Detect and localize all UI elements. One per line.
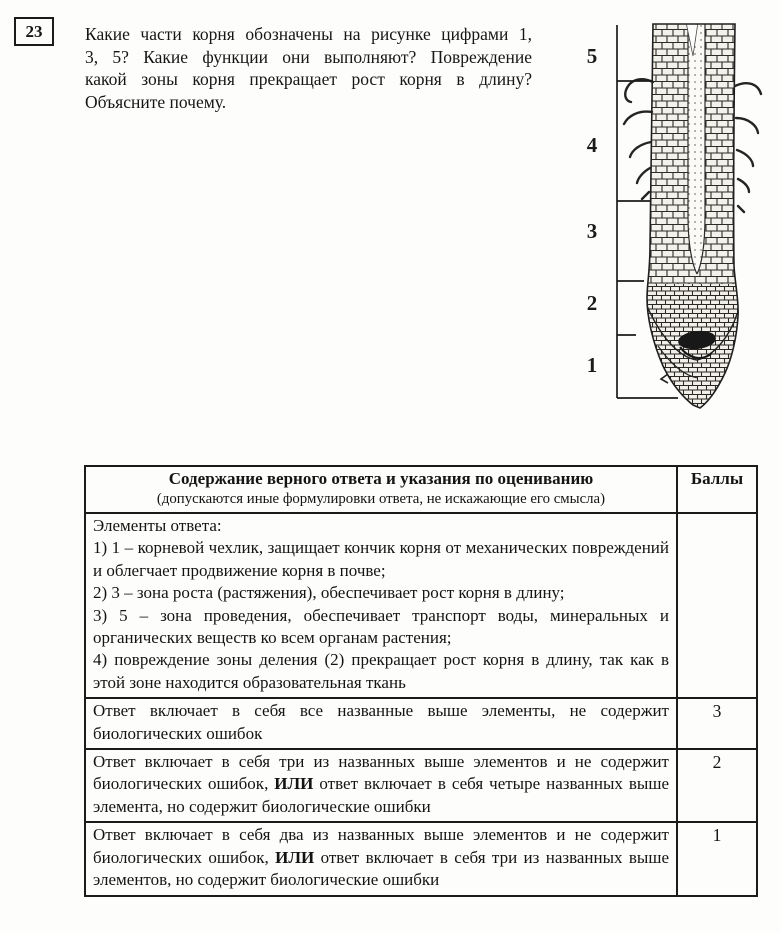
score-cell: 2 <box>677 749 757 822</box>
question-number-box <box>14 17 54 46</box>
question-text-line: Объясните почему. <box>85 91 227 112</box>
scoring-table <box>84 465 758 897</box>
score-cell: 1 <box>677 822 757 895</box>
question-text <box>85 23 532 113</box>
zone-label-4: 4 <box>586 133 598 157</box>
root-hairs-right <box>735 83 761 212</box>
table-header-subtitle: (допускаются иные формулировки ответа, не искажающие его смысла) <box>156 491 606 507</box>
zone-label-1: 1 <box>586 353 598 377</box>
question-number: 23 <box>25 21 43 41</box>
zone-label-5: 5 <box>586 44 598 68</box>
table-row <box>85 513 757 698</box>
table-row <box>85 822 757 895</box>
table-header-title: Содержание верного ответа и указания по оцениванию <box>168 469 594 488</box>
root-hairs-left <box>624 79 653 199</box>
table-row <box>85 698 757 749</box>
criterion-cell: Ответ включает в себя все названные выше элементы, не содержит биологических ошибок <box>85 698 677 749</box>
question-text-line: 3, 5? Какие функции они выполняют? Повреждение <box>85 46 532 67</box>
score-cell <box>677 513 757 698</box>
zone-label-3: 3 <box>586 219 598 243</box>
zone-label-2: 2 <box>586 291 598 315</box>
table-row <box>85 749 757 822</box>
root-diagram <box>560 16 780 430</box>
question-text-line: какой зоны корня прекращает рост корня в длину? <box>85 69 532 89</box>
table-header-content <box>85 466 677 513</box>
table-header-score: Баллы <box>677 466 757 513</box>
question-text-line: Какие части корня обозначены на рисунке цифрами 1, <box>85 24 532 44</box>
answer-elements-cell: Элементы ответа: 1) 1 – корневой чехлик, защищает кончик корня от механических повреждений и облегчает продвижение корня в почве; 2) 3 – зона роста (растяжения), обеспечивает рост корня в длину; 3) 5 – зона проведения, обеспечивает транспорт воды, минеральных и органических веществ ко всем органам растения; 4) повреждение зоны деления (2) прекращает рост корня в длину, так как в этой зоне находится образовательная ткань <box>85 513 677 698</box>
criterion-cell: Ответ включает в себя три из названных выше элементов и не содержит биологических ошибок, ИЛИ ответ включает в себя четыре названных выше элемента, но содержит биологические ошибки <box>85 749 677 822</box>
table-header-row <box>85 466 757 513</box>
score-cell: 3 <box>677 698 757 749</box>
criterion-cell: Ответ включает в себя два из названных выше элементов и не содержит биологических ошибок, ИЛИ ответ включает в себя три из названных выше элементов, но содержит биологические ошибки <box>85 822 677 895</box>
